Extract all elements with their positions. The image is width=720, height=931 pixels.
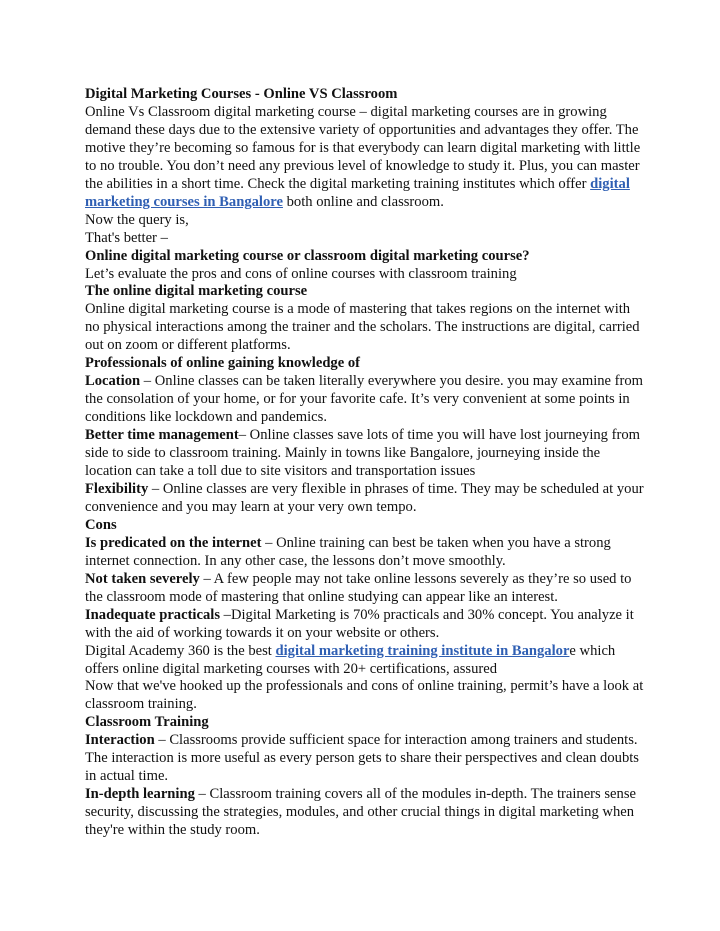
pros-text: – Online classes are very flexible in phrases of time. They may be scheduled at your convenience and you may learn at your very own tempo. — [85, 480, 644, 515]
cons-item-not-serious — [85, 571, 645, 607]
cons-text: – Online training can best be taken when you have a strong internet connection. In any other case, the lessons don’t move smoothly. — [85, 534, 611, 569]
online-course-heading: The online digital marketing course — [85, 283, 308, 300]
academy-text-before: Digital Academy 360 is the best — [85, 642, 276, 659]
classroom-text: – Classrooms provide sufficient space for interaction among trainers and students. The interaction is more useful as every person gets to share their perspectives and clean doubts in actual time. — [85, 732, 639, 785]
pros-item-location — [85, 373, 645, 427]
pros-text: – Online classes can be taken literally everywhere you desire. you may examine from the consolation of your home, or for your favorite cafe. It’s very convenient at some points in conditions like lockdown and pandemics. — [85, 373, 644, 426]
classroom-text: – Classroom training covers all of the modules in-depth. The trainers sense security, discussing the strategies, modules, and other crucial things in digital marketing when they're within the study room. — [85, 786, 636, 839]
intro-text-after: both online and classroom. — [282, 193, 444, 210]
pros-heading: Professionals of online gaining knowledge of — [85, 355, 361, 372]
cons-text: – A few people may not take online lessons severely as they’re so used to the classroom mode of mastering that online studying can appear like an interest. — [85, 570, 632, 605]
training-institute-link[interactable]: digital marketing training institute in Bangalor — [275, 642, 570, 659]
academy-paragraph — [85, 643, 645, 679]
transition-paragraph: Now that we've hooked up the professionals and cons of online training, permit’s have a look at classroom training. — [85, 678, 644, 713]
cons-text: –Digital Marketing is 70% practicals and 30% concept. You analyze it with the aid of working towards it on your website or others. — [85, 606, 634, 641]
academy-text-after: e which offers online digital marketing courses with 20+ certifications, assured — [85, 642, 616, 677]
cons-heading: Cons — [85, 516, 117, 533]
document-body — [85, 86, 645, 840]
cons-term: Is predicated on the internet — [85, 534, 262, 551]
pros-term: Flexibility — [85, 480, 149, 497]
pros-term: Location — [85, 373, 141, 390]
document-title: Digital Marketing Courses - Online VS Classroom — [85, 86, 398, 102]
cons-term: Inadequate practicals — [85, 606, 220, 623]
online-course-paragraph: Online digital marketing course is a mode of mastering that takes regions on the internet with no physical interactions among the trainer and the scholars. The instructions are digital, carried out on zoom or different platforms. — [85, 301, 640, 354]
cons-term: Not taken severely — [85, 570, 200, 587]
query-line: Now the query is, — [85, 211, 189, 228]
pros-item-time-management — [85, 427, 645, 481]
pros-item-flexibility — [85, 481, 645, 517]
pros-term: Better time management — [85, 427, 239, 444]
courses-bangalore-link[interactable]: digital marketing courses in Bangalore — [85, 175, 630, 210]
intro-text-before: Online Vs Classroom digital marketing course – digital marketing courses are in growing demand these days due to the extensive variety of opportunities and advantages they offer. The motive they’re becoming so famous for is that everybody can learn digital marketing with little to no trouble. You don’t need any previous level of knowledge to study it. Plus, you can master the abilities in a short time. Check the digital marketing training institutes which offer — [85, 103, 641, 192]
better-line: That's better – — [85, 229, 168, 246]
pros-text: – Online classes save lots of time you will have lost journeying from side to side to classroom training. Mainly in towns like Bangalore, journeying inside the location can take a toll due to site visitors and transportation issues — [85, 427, 640, 480]
classroom-item-interaction — [85, 732, 645, 786]
intro-paragraph — [85, 104, 645, 212]
question-heading: Online digital marketing course or classroom digital marketing course? — [85, 247, 530, 264]
cons-item-practicals — [85, 607, 645, 643]
classroom-heading: Classroom Training — [85, 714, 209, 731]
classroom-term: Interaction — [85, 732, 155, 749]
classroom-term: In-depth learning — [85, 786, 195, 803]
cons-item-internet — [85, 535, 645, 571]
classroom-item-in-depth — [85, 786, 645, 840]
evaluate-line: Let’s evaluate the pros and cons of online courses with classroom training — [85, 265, 517, 282]
